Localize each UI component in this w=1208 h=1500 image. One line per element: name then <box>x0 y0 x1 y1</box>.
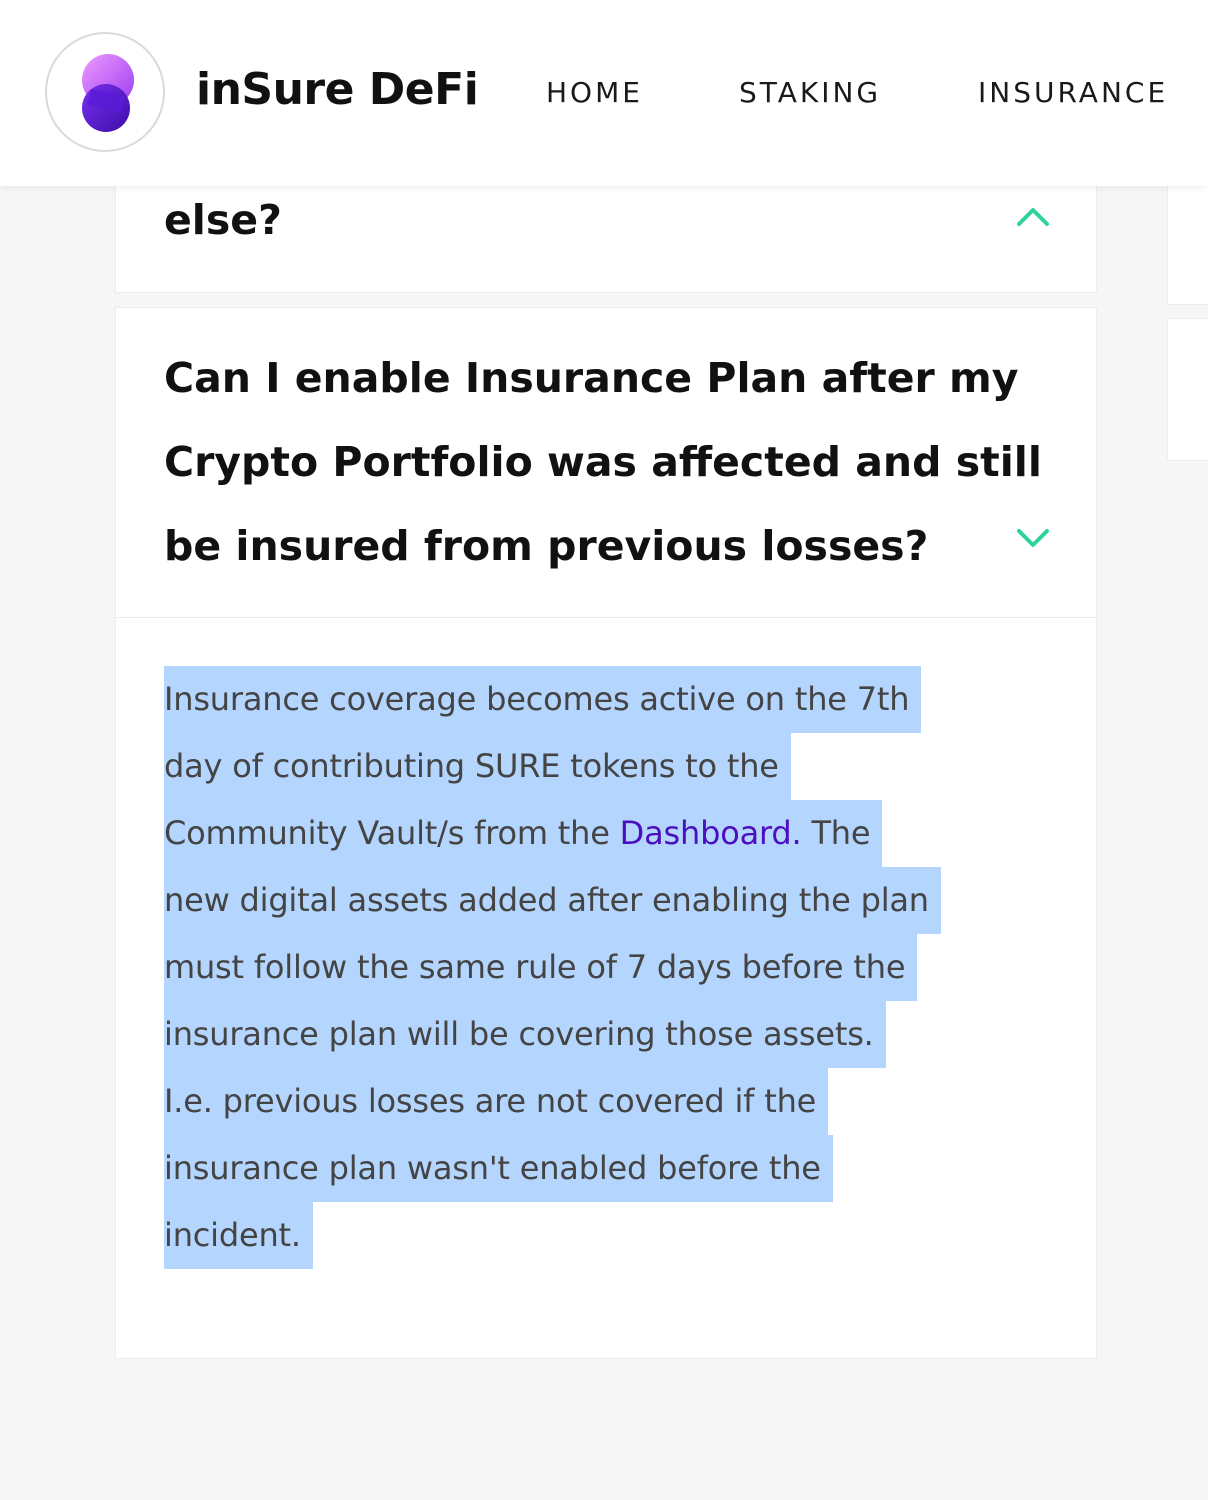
answer-line <box>164 800 882 867</box>
brand-name[interactable]: inSure DeFi <box>196 64 479 115</box>
answer-line: must follow the same rule of 7 days before the <box>164 934 917 1001</box>
faq-question-line: be insured from previous losses? <box>164 522 929 570</box>
chevron-up-icon[interactable] <box>1016 205 1050 227</box>
answer-text: The <box>801 814 871 852</box>
faq-answer <box>164 666 1064 1269</box>
nav-staking[interactable]: STAKING <box>739 76 882 109</box>
site-header <box>0 0 1208 186</box>
answer-line: day of contributing SURE tokens to the <box>164 733 791 800</box>
faq-question-line: Crypto Portfolio was affected and still <box>164 438 1042 486</box>
faq-item-current <box>115 307 1097 1359</box>
nav-insurance[interactable]: INSURANCE <box>978 76 1169 109</box>
logo[interactable] <box>45 32 165 152</box>
insure-defi-logo-icon <box>47 34 163 150</box>
nav-home[interactable]: HOME <box>546 76 643 109</box>
answer-line: insurance plan wasn't enabled before the <box>164 1135 833 1202</box>
side-card <box>1167 318 1208 461</box>
divider <box>116 617 1096 618</box>
answer-line: new digital assets added after enabling the plan <box>164 867 941 934</box>
chevron-down-icon[interactable] <box>1016 528 1050 550</box>
faq-question-line: Can I enable Insurance Plan after my <box>164 354 1019 402</box>
answer-text: Community Vault/s from the <box>164 814 620 852</box>
answer-line: I.e. previous losses are not covered if the <box>164 1068 828 1135</box>
dashboard-link[interactable]: Dashboard. <box>619 814 802 852</box>
answer-line: incident. <box>164 1202 313 1269</box>
answer-line: insurance plan will be covering those assets. <box>164 1001 886 1068</box>
faq-question: else? <box>164 196 282 244</box>
faq-question[interactable] <box>164 336 1042 588</box>
answer-line: Insurance coverage becomes active on the 7th <box>164 666 921 733</box>
